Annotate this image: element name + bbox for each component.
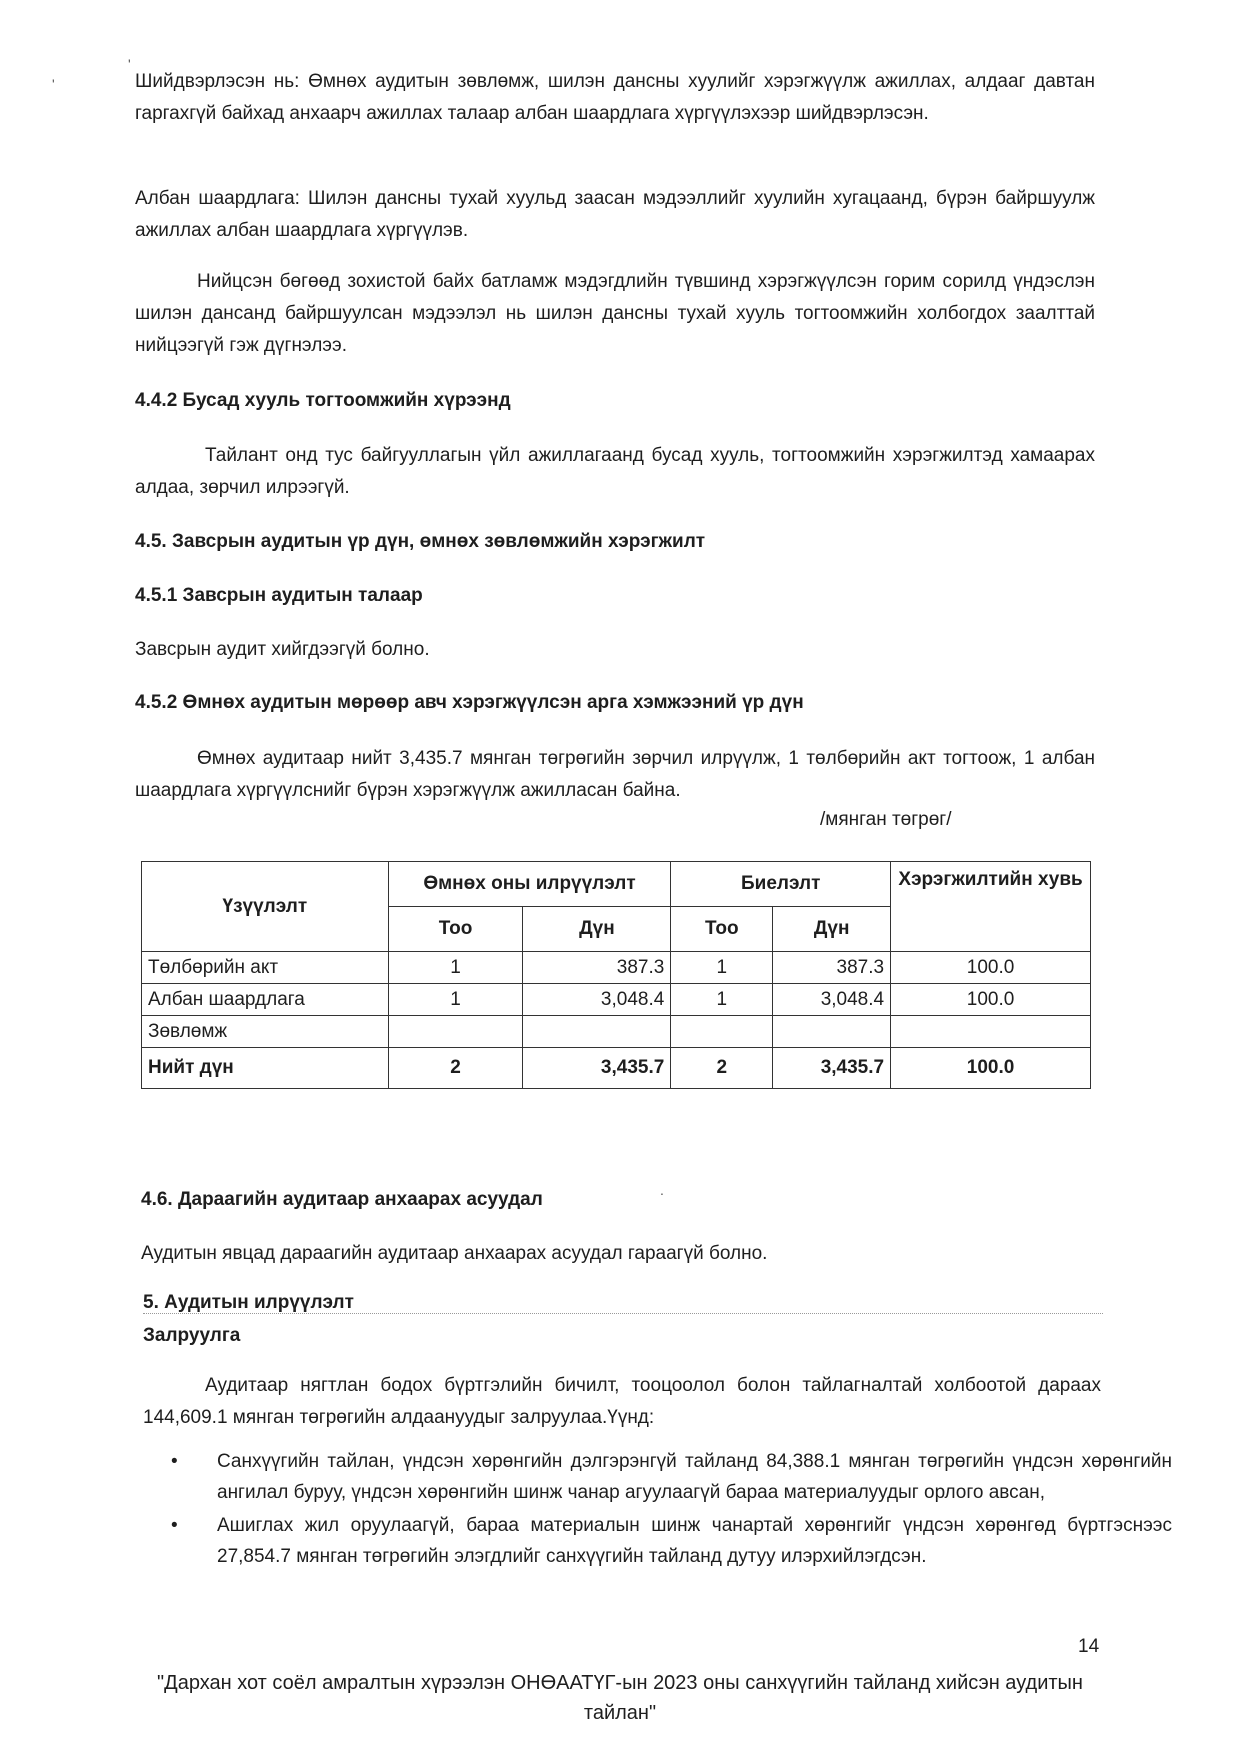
conclusion-paragraph: Нийцсэн бөгөөд зохистой байх батламж мэдэгдлийн түвшинд хэрэгжүүлсэн горим сорилд үндэслэн шилэн дансанд байршуулсан мэдээлэл нь шилэн дансны тухай хууль тогтоомжийн холбогдох заалттай нийцээгүй гэж дүгнэлээ. — [135, 271, 1095, 356]
prev-count-cell: 1 — [388, 984, 523, 1016]
done-amount-cell: 3,435.7 — [773, 1048, 891, 1089]
heading-4-5-1: 4.5.1 Завсрын аудитын талаар — [135, 585, 423, 606]
unit-label: /мянган төгрөг/ — [820, 809, 952, 830]
interim-audit-paragraph: Завсрын аудит хийгдээгүй болно. — [135, 639, 430, 660]
list-item-text: Ашиглах жил оруулаагүй, бараа материалын шинж чанартай хөрөнгийг үндсэн хөрөнгөд бүртгэснээс 27,854.7 мянган төгрөгийн элэгдлийг санхүүгийн тайланд дутуу илэрхийлэгдсэн. — [217, 1515, 1172, 1567]
row-label: Нийт дүн — [142, 1048, 389, 1089]
prev-amount-cell — [523, 1016, 671, 1048]
previous-audit-paragraph: Өмнөх аудитаар нийт 3,435.7 мянган төгрөгийн зөрчил илрүүлж, 1 төлбөрийн акт тогтоож, 1 албан шаардлага хүргүүлснийг бүрэн хэрэгжүүлж ажилласан байна. — [135, 748, 1095, 801]
list-item — [171, 1510, 1172, 1572]
table-row — [142, 984, 1091, 1016]
done-amount-cell: 3,048.4 — [773, 984, 891, 1016]
header-done-amount: Дүн — [773, 907, 891, 952]
percent-cell: 100.0 — [891, 952, 1091, 984]
header-fulfillment: Биелэлт — [671, 862, 891, 907]
percent-cell: 100.0 — [891, 1048, 1091, 1089]
done-count-cell: 2 — [671, 1048, 773, 1089]
bullet-icon: • — [171, 1451, 178, 1472]
scan-mark: ' — [52, 76, 55, 92]
prev-amount-cell: 387.3 — [523, 952, 671, 984]
done-count-cell: 1 — [671, 952, 773, 984]
table-total-row — [142, 1048, 1091, 1089]
table-row — [142, 1016, 1091, 1048]
heading-4-5-2: 4.5.2 Өмнөх аудитын мөрөөр авч хэрэгжүүлсэн арга хэмжээний үр дүн — [135, 692, 804, 713]
scan-mark: ' — [128, 56, 131, 72]
header-indicator: Үзүүлэлт — [142, 862, 389, 952]
row-label: Албан шаардлага — [142, 984, 389, 1016]
heading-4-5: 4.5. Завсрын аудитын үр дүн, өмнөх зөвлөмжийн хэрэгжилт — [135, 531, 706, 552]
header-previous-findings: Өмнөх оны илрүүлэлт — [388, 862, 671, 907]
decision-paragraph: Шийдвэрлэсэн нь: Өмнөх аудитын зөвлөмж, шилэн дансны хуулийг хэрэгжүүлж ажиллах, алдааг давтан гаргахгүй байхад анхаарч ажиллах талаар албан шаардлага хүргүүлэхээр шийдвэрлэсэн. — [135, 71, 1095, 124]
section-divider — [143, 1313, 1103, 1314]
prev-count-cell: 1 — [388, 952, 523, 984]
table-row — [142, 952, 1091, 984]
row-label: Зөвлөмж — [142, 1016, 389, 1048]
other-laws-paragraph: Тайлант онд тус байгууллагын үйл ажиллагаанд бусад хууль, тогтоомжийн хэрэгжилтэд хамаарах алдаа, зөрчил илрээгүй. — [135, 445, 1095, 498]
header-done-count: Тоо — [671, 907, 773, 952]
official-demand-paragraph: Албан шаардлага: Шилэн дансны тухай хуульд заасан мэдээллийг хуулийн хугацаанд, бүрэн байршуулж ажиллах албан шаардлага хүргүүлэв. — [135, 188, 1095, 241]
row-label: Төлбөрийн акт — [142, 952, 389, 984]
prev-amount-cell: 3,048.4 — [523, 984, 671, 1016]
heading-4-4-2: 4.4.2 Бусад хууль тогтоомжийн хүрээнд — [135, 390, 511, 411]
heading-4-6: 4.6. Дараагийн аудитаар анхаарах асуудал — [141, 1189, 543, 1210]
page-number: 14 — [1078, 1636, 1100, 1657]
list-item — [171, 1446, 1172, 1508]
done-count-cell: 1 — [671, 984, 773, 1016]
header-implementation-percent: Хэрэгжилтийн хувь — [891, 862, 1091, 952]
heading-5: 5. Аудитын илрүүлэлт — [143, 1292, 354, 1313]
percent-cell — [891, 1016, 1091, 1048]
prev-count-cell — [388, 1016, 523, 1048]
scan-mark: . — [660, 1182, 664, 1198]
header-prev-amount: Дүн — [523, 907, 671, 952]
prev-amount-cell: 3,435.7 — [523, 1048, 671, 1089]
header-prev-count: Тоо — [388, 907, 523, 952]
implementation-table — [141, 861, 1091, 1089]
corrections-list — [143, 1446, 1172, 1574]
done-amount-cell — [773, 1016, 891, 1048]
done-amount-cell: 387.3 — [773, 952, 891, 984]
prev-count-cell: 2 — [388, 1048, 523, 1089]
percent-cell: 100.0 — [891, 984, 1091, 1016]
done-count-cell — [671, 1016, 773, 1048]
next-audit-paragraph: Аудитын явцад дараагийн аудитаар анхаарах асуудал гараагүй болно. — [141, 1243, 768, 1264]
heading-corrections: Залруулга — [143, 1325, 241, 1346]
bullet-icon: • — [171, 1515, 178, 1536]
document-footer: "Дархан хот соёл амралтын хүрээлэн ОНӨААТҮГ-ын 2023 оны санхүүгийн тайланд хийсэн аудитын тайлан" — [157, 1672, 1083, 1724]
list-item-text: Санхүүгийн тайлан, үндсэн хөрөнгийн дэлгэрэнгүй тайланд 84,388.1 мянган төгрөгийн үндсэн хөрөнгийн ангилал буруу, үндсэн хөрөнгийн шинж чанар агуулаагүй бараа материалуудыг орлого авсан, — [217, 1451, 1172, 1503]
corrections-paragraph: Аудитаар нягтлан бодох бүртгэлийн бичилт, тооцоолол болон тайлагналтай холбоотой дараах 144,609.1 мянган төгрөгийн алдаануудыг залруулаа.Үүнд: — [143, 1375, 1101, 1428]
